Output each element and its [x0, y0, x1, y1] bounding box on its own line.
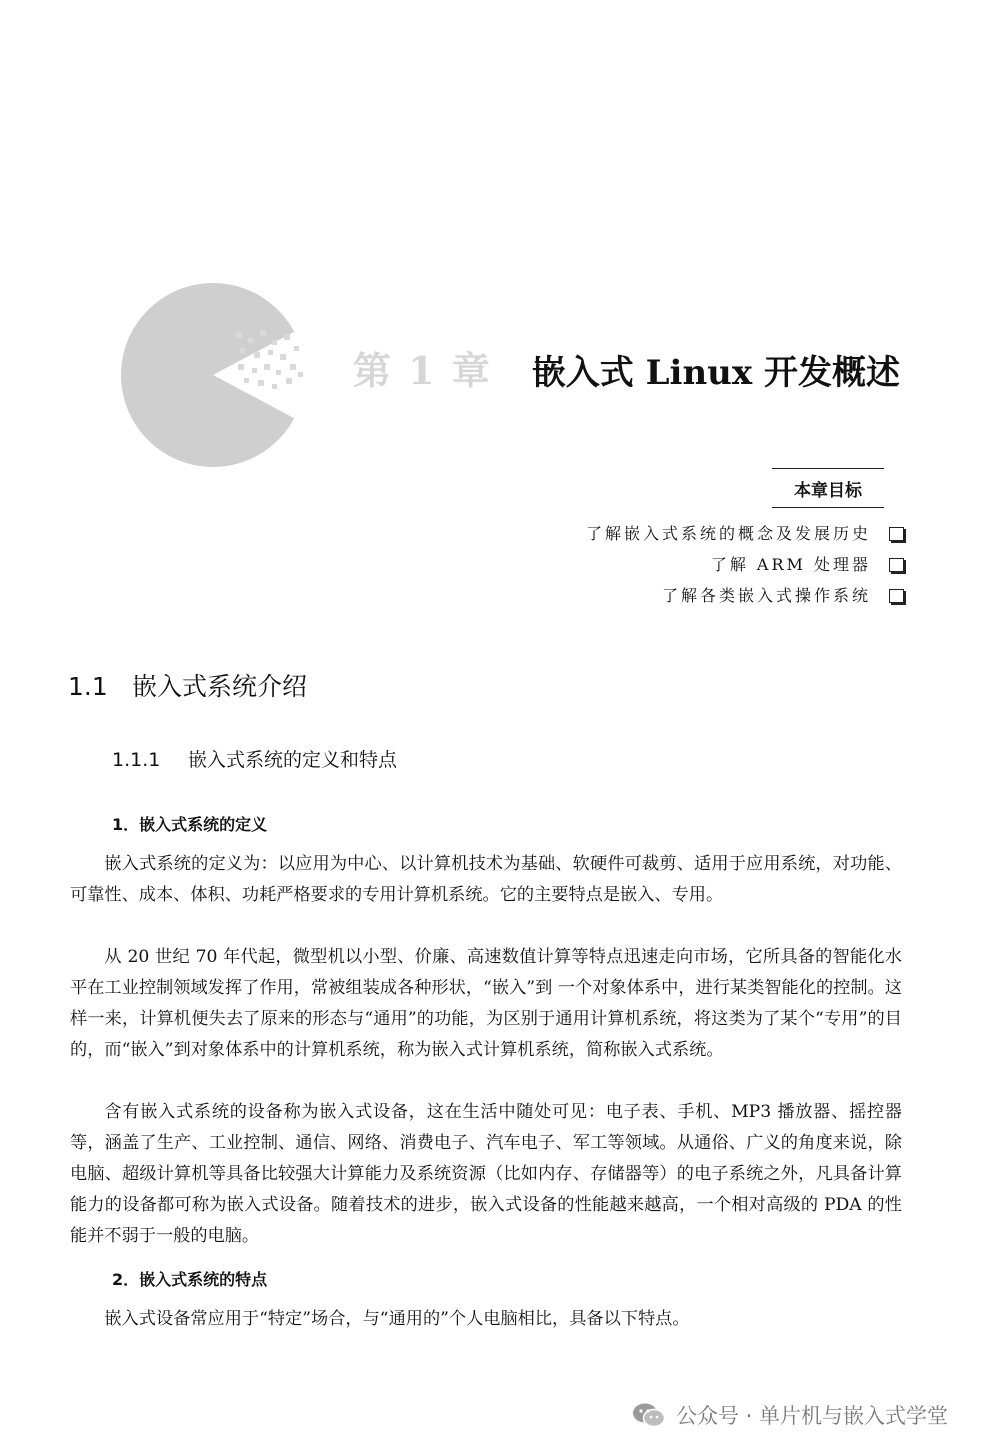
subsection-title: 嵌入式系统的定义和特点 — [188, 749, 398, 771]
chapter-title: 嵌入式 Linux 开发概述 — [531, 353, 900, 393]
watermark — [632, 1400, 948, 1430]
chapter-decoration-graphic — [108, 280, 318, 470]
paragraph-history: 从 20 世纪 70 年代起，微型机以小型、价廉、高速数值计算等特点迅速走向市场，它所具备的智能化水平在工业控制领域发挥了作用，常被组装成各种形状，“嵌入”到 一个对象体系中，进行某类智能化的控制。这样一来，计算机便失去了原来的形态与“通用”的功能，为区别于通用计算机系统，将这类为了某个“专用”的目的，而“嵌入”到对象体系中的计算机系统，称为嵌入式计算机系统，简称嵌入式系统。 — [70, 947, 902, 1060]
wechat-icon — [632, 1402, 666, 1428]
objective-text: 了解 ARM 处理器 — [710, 555, 871, 574]
paragraph-features-intro: 嵌入式设备常应用于“特定”场合，与“通用的”个人电脑相比，具备以下特点。 — [104, 1309, 690, 1329]
divider — [772, 507, 884, 508]
watermark-text: 公众号 · 单片机与嵌入式学堂 — [675, 1404, 948, 1428]
chapter-number: 第 1 章 — [352, 348, 492, 393]
objective-item — [586, 549, 904, 580]
definition-heading: 1．嵌入式系统的定义 — [112, 815, 268, 834]
subsection-heading — [112, 745, 397, 772]
paragraph-devices: 含有嵌入式系统的设备称为嵌入式设备，这在生活中随处可见：电子表、手机、MP3 播放器、摇控器等，涵盖了生产、工业控制、通信、网络、消费电子、汽车电子、军工等领域。从通俗、广义的角度来说，除电脑、超级计算机等具备比较强大计算能力及系统资源（比如内存、存储器等）的电子系统之外，凡具备计算能力的设备都可称为嵌入式设备。随着技术的进步，嵌入式设备的性能越来越高，一个相对高级的 PDA 的性能并不弱于一般的电脑。 — [70, 1102, 902, 1246]
section-number: 1.1 — [68, 672, 108, 701]
checkbox-icon — [889, 558, 904, 572]
checkbox-icon — [889, 527, 904, 541]
checkbox-icon — [889, 589, 904, 603]
features-heading: 2．嵌入式系统的特点 — [112, 1270, 268, 1289]
objective-item — [586, 518, 904, 549]
objectives-list — [586, 518, 904, 611]
objective-item — [586, 580, 904, 611]
section-heading — [68, 667, 307, 703]
objective-text: 了解嵌入式系统的概念及发展历史 — [585, 524, 871, 543]
section-title: 嵌入式系统介绍 — [132, 672, 308, 701]
paragraph-definition: 嵌入式系统的定义为：以应用为中心、以计算机技术为基础、软硬件可裁剪、适用于应用系统，对功能、可靠性、成本、体积、功耗严格要求的专用计算机系统。它的主要特点是嵌入、专用。 — [70, 854, 902, 905]
pacman-shape — [121, 283, 294, 467]
objective-text: 了解各类嵌入式操作系统 — [661, 586, 871, 605]
chapter-heading — [353, 340, 900, 395]
subsection-number: 1.1.1 — [112, 749, 161, 771]
objectives-heading-label: 本章目标 — [794, 481, 862, 501]
objectives-heading — [772, 468, 884, 508]
